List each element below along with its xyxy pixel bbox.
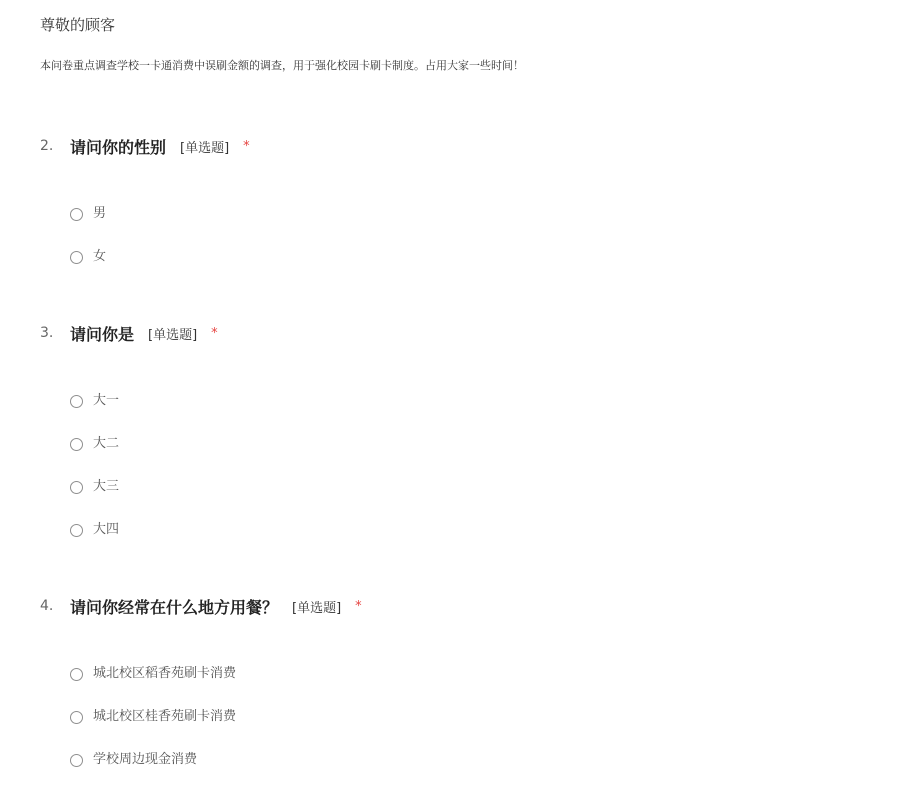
option-label: 大三 [93, 479, 120, 494]
option-list [40, 664, 880, 770]
option-label: 大二 [93, 436, 120, 451]
question-title: 请问你经常在什么地方用餐？ [70, 597, 279, 617]
option-male[interactable] [70, 204, 880, 224]
question-number: 2. [40, 138, 54, 154]
question-title: 请问你是 [70, 324, 135, 344]
question-header [40, 594, 880, 618]
question-number: 3. [40, 325, 54, 341]
option-senior[interactable] [70, 520, 880, 540]
option-label: 学校周边现金消费 [93, 752, 198, 767]
option-label: 女 [93, 249, 107, 264]
required-marker: * [243, 138, 250, 154]
option-guixiangyuan[interactable] [70, 707, 880, 727]
question-type-label: [单选题] [180, 140, 230, 156]
option-label: 大四 [93, 522, 120, 537]
required-marker: * [211, 325, 218, 341]
option-label: 大一 [93, 393, 120, 408]
question-gender [40, 134, 880, 290]
option-label: 城北校区稻香苑刷卡消费 [93, 666, 237, 681]
question-title: 请问你的性别 [70, 137, 167, 157]
required-marker: * [355, 598, 362, 614]
question-header [40, 321, 880, 345]
survey-greeting: 尊敬的顾客 [40, 16, 116, 34]
radio-button[interactable] [70, 208, 83, 221]
radio-button[interactable] [70, 438, 83, 451]
option-junior[interactable] [70, 477, 880, 497]
survey-intro: 本问卷重点调查学校一卡通消费中误刷金额的调查，用于强化校园卡刷卡制度。占用大家一些时间！ [40, 59, 524, 72]
radio-button[interactable] [70, 711, 83, 724]
option-sophomore[interactable] [70, 434, 880, 454]
option-label: 城北校区桂香苑刷卡消费 [93, 709, 237, 724]
question-header [40, 134, 880, 158]
radio-button[interactable] [70, 251, 83, 264]
radio-button[interactable] [70, 524, 83, 537]
question-grade [40, 321, 880, 563]
option-list [40, 204, 880, 267]
option-daoxiangyuan[interactable] [70, 664, 880, 684]
radio-button[interactable] [70, 395, 83, 408]
question-type-label: [单选题] [148, 327, 198, 343]
question-dining-place [40, 594, 880, 793]
question-type-label: [单选题] [292, 600, 342, 616]
option-freshman[interactable] [70, 391, 880, 411]
radio-button[interactable] [70, 754, 83, 767]
option-list [40, 391, 880, 540]
option-label: 男 [93, 206, 107, 221]
option-female[interactable] [70, 247, 880, 267]
question-number: 4. [40, 598, 54, 614]
option-nearby-cash[interactable] [70, 750, 880, 770]
radio-button[interactable] [70, 668, 83, 681]
radio-button[interactable] [70, 481, 83, 494]
